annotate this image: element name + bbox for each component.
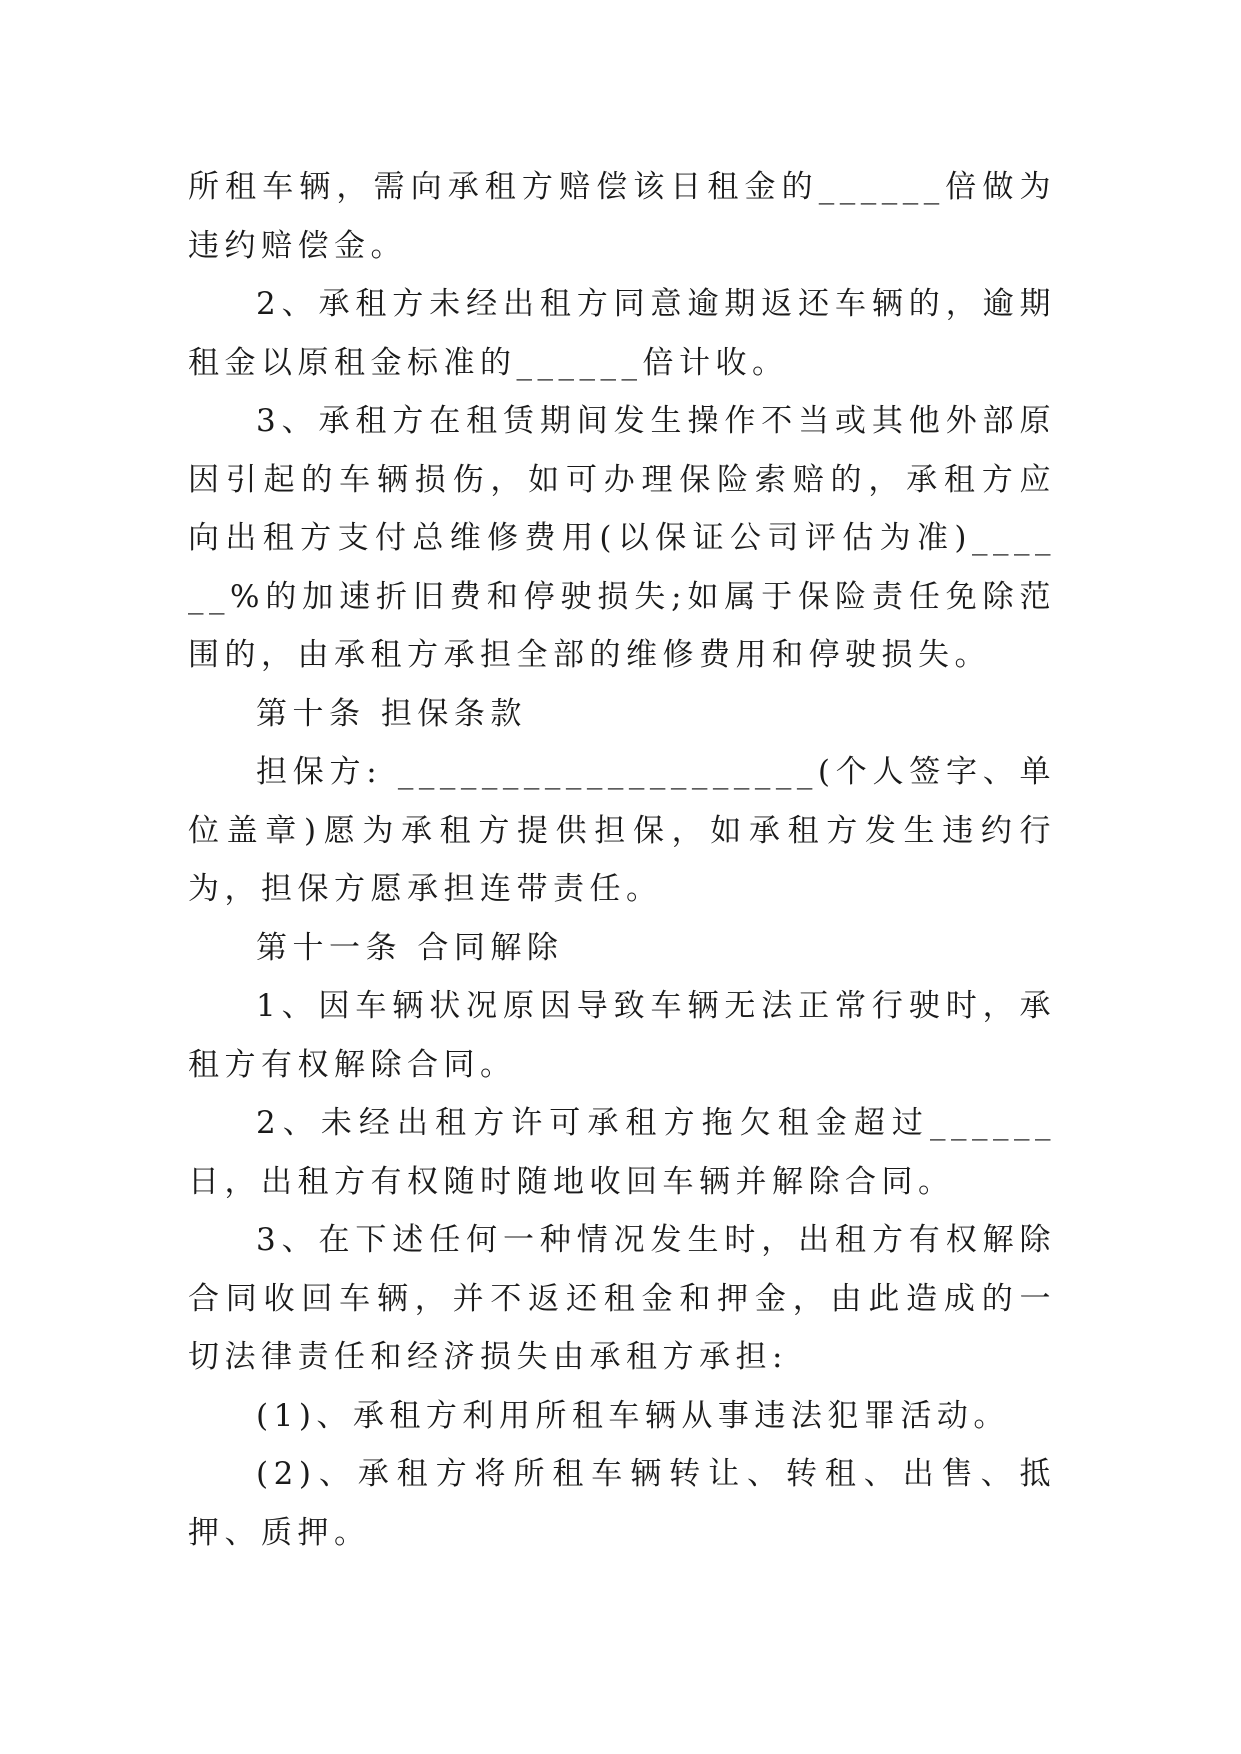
paragraph-guarantor: 担保方: ____________________(个人签字、单位盖章)愿为承租方提供担保，如承租方发生违约行为，担保方愿承担连带责任。 bbox=[188, 754, 1056, 907]
document-page bbox=[188, 158, 1056, 1562]
paragraph-termination-1: 1、因车辆状况原因导致车辆无法正常行驶时，承租方有权解除合同。 bbox=[188, 988, 1056, 1083]
paragraph-item-2: (2)、承租方将所租车辆转让、转租、出售、抵押、质押。 bbox=[188, 1456, 1056, 1551]
paragraph-termination-2: 2、未经出租方许可承租方拖欠租金超过______日，出租方有权随时随地收回车辆并解除合同。 bbox=[188, 1105, 1056, 1200]
heading-article-10: 第十条 担保条款 bbox=[256, 695, 527, 732]
paragraph-item-1: (1)、承租方利用所租车辆从事违法犯罪活动。 bbox=[256, 1397, 1010, 1434]
paragraph-penalty-continued: 所租车辆，需向承租方赔偿该日租金的______倍做为违约赔偿金。 bbox=[188, 169, 1056, 264]
paragraph-termination-3: 3、在下述任何一种情况发生时，出租方有权解除合同收回车辆，并不返还租金和押金，由此造成的一切法律责任和经济损失由承租方承担: bbox=[188, 1222, 1056, 1375]
heading-article-11: 第十一条 合同解除 bbox=[256, 929, 564, 966]
paragraph-late-return: 2、承租方未经出租方同意逾期返还车辆的，逾期租金以原租金标准的______倍计收。 bbox=[188, 286, 1056, 381]
paragraph-vehicle-damage: 3、承租方在租赁期间发生操作不当或其他外部原因引起的车辆损伤，如可办理保险索赔的，承租方应向出租方支付总维修费用(以保证公司评估为准)______%的加速折旧费和停驶损失;如属于保险责任免除范围的，由承租方承担全部的维修费用和停驶损失。 bbox=[188, 403, 1056, 673]
